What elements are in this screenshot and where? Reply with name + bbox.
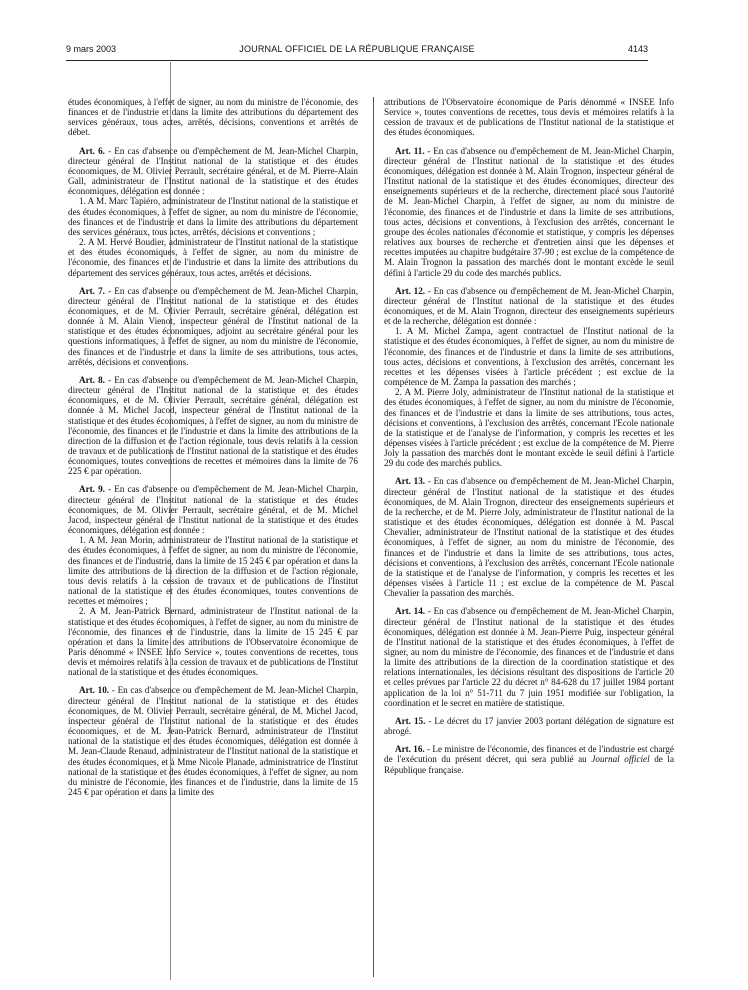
paragraph-text: 2. A M. Jean-Patrick Bernard, administrateur de l'Institut national de la statistique et des études économiques, à l'effet de signer, au nom du ministre de l'économie, des finances et de l'industrie, dans la limite de 15 245 € par opération et dans la limite des attributions de l'Observatoire économique de Paris dénommé « INSEE Info Service », toutes conventions de recettes, tous devis et mémoires relatifs à la cession de travaux et de publications de l'Institut national de la statistique et des études économiques.: [68, 606, 358, 678]
article-16: [384, 744, 674, 774]
column-divider: [373, 97, 374, 977]
paragraph-text: 2. A M. Hervé Boudier, administrateur de l'Institut national de la statistique et des études économiques, à l'effet de signer, au nom du ministre de l'économie, des finances et de l'industrie et dans la limite des attributions du département des services généraux, tous actes, arrêtés et décisions.: [68, 237, 358, 278]
right-column: [384, 97, 674, 977]
article-12: [384, 286, 674, 327]
publication-date: 9 mars 2003: [66, 44, 117, 54]
article-11: [384, 146, 674, 278]
article-label: Art. 6.: [79, 145, 105, 156]
article-14: [384, 606, 674, 708]
article-text: - En cas d'absence ou d'empêchement de M. Jean-Michel Charpin, directeur général de l'Institut national de la statistique et des études économiques, et de M. Olivier Perrault, secrétaire général, délégation est donnée à M. Alain Vienot, inspecteur général de l'Institut national de la statistique et des études économiques, adjoint au secrétaire général pour les questions informatiques, à l'effet de signer, au nom du ministre de l'économie, des finances et de l'industrie et dans la limite de ses attributions, tous actes, arrêtés, décisions et conventions.: [68, 285, 358, 367]
article-label: Art. 7.: [79, 285, 105, 296]
article-7: [68, 286, 358, 367]
paragraph-text: 1. A M. Marc Tapiéro, administrateur de l'Institut national de la statistique et des études économiques, à l'effet de signer, au nom du ministre de l'économie, des finances et de l'industrie et dans la limite des attributions du département des services généraux, tous actes, arrêtés, décisions et conventions ;: [68, 196, 358, 237]
paragraph-text: 1. A M. Michel Zampa, agent contractuel de l'Institut national de la statistique et des études économiques, à l'effet de signer, au nom du ministre de l'économie, des finances et de l'industrie et dans la limite de ses attributions, tous actes, décisions et conventions, à l'exclusion des arrêtés, concernant les recettes et les dépenses visées à l'article précédent ; est exclue de la compétence de M. Zampa la passation des marchés ;: [384, 326, 674, 388]
header-rule: [66, 60, 648, 61]
paragraph-text: 2. A M. Pierre Joly, administrateur de l'Institut national de la statistique et des études économiques, à l'effet de signer, au nom du ministre de l'économie, des finances et de l'industrie et dans la limite de ses attributions, tous actes, décisions et conventions, à l'exclusion des arrêtés, concernant l'Ecole nationale de la statistique et de l'analyse de l'information, y compris les recettes et les dépenses visées à l'article précédent ; est exclue de la compétence de M. Pierre Joly la passation des marchés dont le montant excède le seuil défini à l'article 29 du code des marchés publics.: [384, 387, 674, 469]
article-label: Art. 13.: [395, 476, 426, 487]
article-label: Art. 16.: [395, 744, 425, 755]
paragraph: [384, 97, 674, 138]
article-text: - En cas d'absence ou d'empêchement de M. Jean-Michel Charpin, directeur général de l'Institut national de la statistique et des études économiques, de M. Olivier Perrault, secrétaire général, de M. Michel Jacod, inspecteur général de l'Institut national de la statistique et des études économiques, et de M. Jean-Patrick Bernard, administrateur de l'Institut national de la statistique et des études économiques, délégation est donnée à M. Jean-Claude Renaud, administrateur de l'Institut national de la statistique et des études économiques, et à Mme Nicole Planade, administratrice de l'Institut national de la statistique et des études économiques, à l'effet de signer, au nom du ministre de l'économie, des finances et de l'industrie, dans la limite de 15 245 € par opération et dans la limite des: [68, 685, 358, 797]
article-text-end: de la République française.: [384, 754, 674, 775]
paragraph-text: 1. A M. Jean Morin, administrateur de l'Institut national de la statistique et des études économiques, à l'effet de signer, au nom du ministre de l'économie, des finances et de l'industrie, dans la limite de 15 245 € par opération et dans la limite des attributions de la direction de la diffusion et de l'action régionale, tous devis relatifs à la cession de travaux et de publications de l'Institut national de la statistique et des études économiques, toutes conventions de recettes et mémoires ;: [68, 535, 358, 607]
article-label: Art. 12.: [395, 285, 426, 296]
paragraph: [68, 606, 358, 677]
paragraph: [68, 237, 358, 278]
article-text: - En cas d'absence ou d'empêchement de M. Jean-Michel Charpin, directeur général de l'Institut national de la statistique et des études économiques, de M. Alain Trognon, directeur des enseignements supérieurs et de la recherche, et de M. Pierre Joly, administrateur de l'Institut national de la statistique et des études économiques, délégation est donnée à M. Pascal Chevalier, administrateur de l'Institut national de la statistique et des études économiques, à l'effet de signer, au nom du ministre de l'économie, des finances et de l'industrie et dans la limite de ses attributions, tous actes, décisions et conventions, à l'exclusion des arrêtés, concernant l'Ecole nationale de la statistique et de l'analyse de l'information, y compris les recettes et les dépenses visées à l'article 11 ; est exclue de la compétence de M. Pascal Chevalier la passation des marchés.: [384, 476, 674, 599]
article-label: Art. 10.: [79, 685, 110, 696]
article-text: - En cas d'absence ou d'empêchement de M. Jean-Michel Charpin, directeur général de l'Institut national de la statistique et des études économiques, de M. Olivier Perrault, secrétaire général, et de M. Michel Jacod, inspecteur général de l'Institut national de la statistique et des études économiques, délégation est donnée :: [68, 484, 358, 536]
paragraph: [384, 326, 674, 387]
article-text: - En cas d'absence ou d'empêchement de M. Jean-Michel Charpin, directeur général de l'Institut national de la statistique et des études économiques, délégation est donnée à M. Jean-Pierre Puig, inspecteur général de l'Institut national de la statistique et des études économiques, à l'effet de signer, au nom du ministre de l'économie, des finances et de l'industrie et dans la limite des attributions de la direction de la coordination statistique et des relations internationales, les décisions résultant des dispositions de l'article 20 et celles prévues par l'article 22 du décret n° 84-628 du 17 juillet 1984 portant application de la loi n° 51-711 du 7 juin 1951 modifiée sur l'obligation, la coordination et le secret en matière de statistique.: [384, 606, 674, 708]
article-text: - En cas d'absence ou d'empêchement de M. Jean-Michel Charpin, directeur général de l'Institut national de la statistique et des études économiques, délégation est donnée à M. Alain Trognon, inspecteur général de l'Institut national de la statistique et des études économiques, directeur des enseignements supérieurs et de la recherche, directement placé sous l'autorité de M. Jean-Michel Charpin, à l'effet de signer, au nom du ministre de l'économie, des finances et de l'industrie et dans la limite de ses attributions, tous actes, décisions et conventions, à l'exclusion des arrêtés, concernant le groupe des écoles nationales d'économie et statistique, y compris les dépenses relatives aux bourses de recherche et d'entretien ainsi que les dépenses et recettes imputées au chapitre budgétaire 37-90 ; est exclue de la compétence de M. Alain Trognon la passation des marchés dont le montant excède le seuil défini à l'article 29 du code des marchés publics.: [384, 145, 674, 278]
paragraph: [68, 535, 358, 606]
paragraph: [68, 97, 358, 138]
article-9: [68, 484, 358, 535]
article-text: - Le ministre de l'économie, des finances et de l'industrie est chargé de l'exécution du présent décret, qui sera publié au: [384, 744, 674, 765]
page-number: 4143: [627, 44, 648, 54]
journal-name: Journal officiel: [591, 754, 650, 765]
article-10: [68, 685, 358, 797]
left-column: [68, 97, 358, 977]
article-label: Art. 9.: [79, 484, 105, 495]
article-13: [384, 476, 674, 598]
journal-title: JOURNAL OFFICIEL DE LA RÉPUBLIQUE FRANÇAISE: [239, 44, 475, 54]
article-8: [68, 375, 358, 477]
article-label: Art. 14.: [395, 606, 426, 617]
article-label: Art. 15.: [395, 715, 426, 726]
page-header: [66, 44, 648, 58]
article-6: [68, 146, 358, 197]
paragraph: [68, 196, 358, 237]
paragraph: [384, 387, 674, 468]
article-text: - En cas d'absence ou d'empêchement de M. Jean-Michel Charpin, directeur général de l'Institut national de la statistique et des études économiques, et de M. Olivier Perrault, secrétaire général, délégation est donnée à M. Michel Jacod, inspecteur général de l'Institut national de la statistique et des études économiques, à l'effet de signer, au nom du ministre de l'économie, des finances et de l'industrie et dans la limite des attributions de la direction de la diffusion et de l'action régionale, tous devis relatifs à la cession de travaux et de publications de l'Institut national de la statistique et des études économiques, toutes conventions de recettes et mémoires dans la limite de 76 225 € par opération.: [68, 374, 358, 477]
article-label: Art. 8.: [79, 374, 105, 385]
article-text: - En cas d'absence ou d'empêchement de M. Jean-Michel Charpin, directeur général de l'Institut national de la statistique et des études économiques, de M. Olivier Perrault, secrétaire général, et de M. Pierre-Alain Gall, administrateur de l'Institut national de la statistique et des études économiques, délégation est donnée :: [68, 145, 358, 197]
paragraph-text: études économiques, à l'effet de signer, au nom du ministre de l'économie, des finances et de l'industrie et dans la limite des attributions du département des services généraux, tous actes, arrêtés, décisions, conventions et arrêtés de débet.: [68, 97, 358, 138]
article-text: - En cas d'absence ou d'empêchement de M. Jean-Michel Charpin, directeur général de l'Institut national de la statistique et des études économiques, et de M. Alain Trognon, directeur des enseignements supérieurs et de la recherche, délégation est donnée :: [384, 285, 674, 327]
article-15: [384, 716, 674, 736]
paragraph-text: attributions de l'Observatoire économique de Paris dénommé « INSEE Info Service », toutes conventions de recettes, tous devis et mémoires relatifs à la cession de travaux et de publications de l'Institut national de la statistique et des études économiques.: [384, 97, 674, 138]
article-text: - Le décret du 17 janvier 2003 portant délégation de signature est abrogé.: [384, 715, 674, 737]
article-label: Art. 11.: [395, 145, 425, 156]
